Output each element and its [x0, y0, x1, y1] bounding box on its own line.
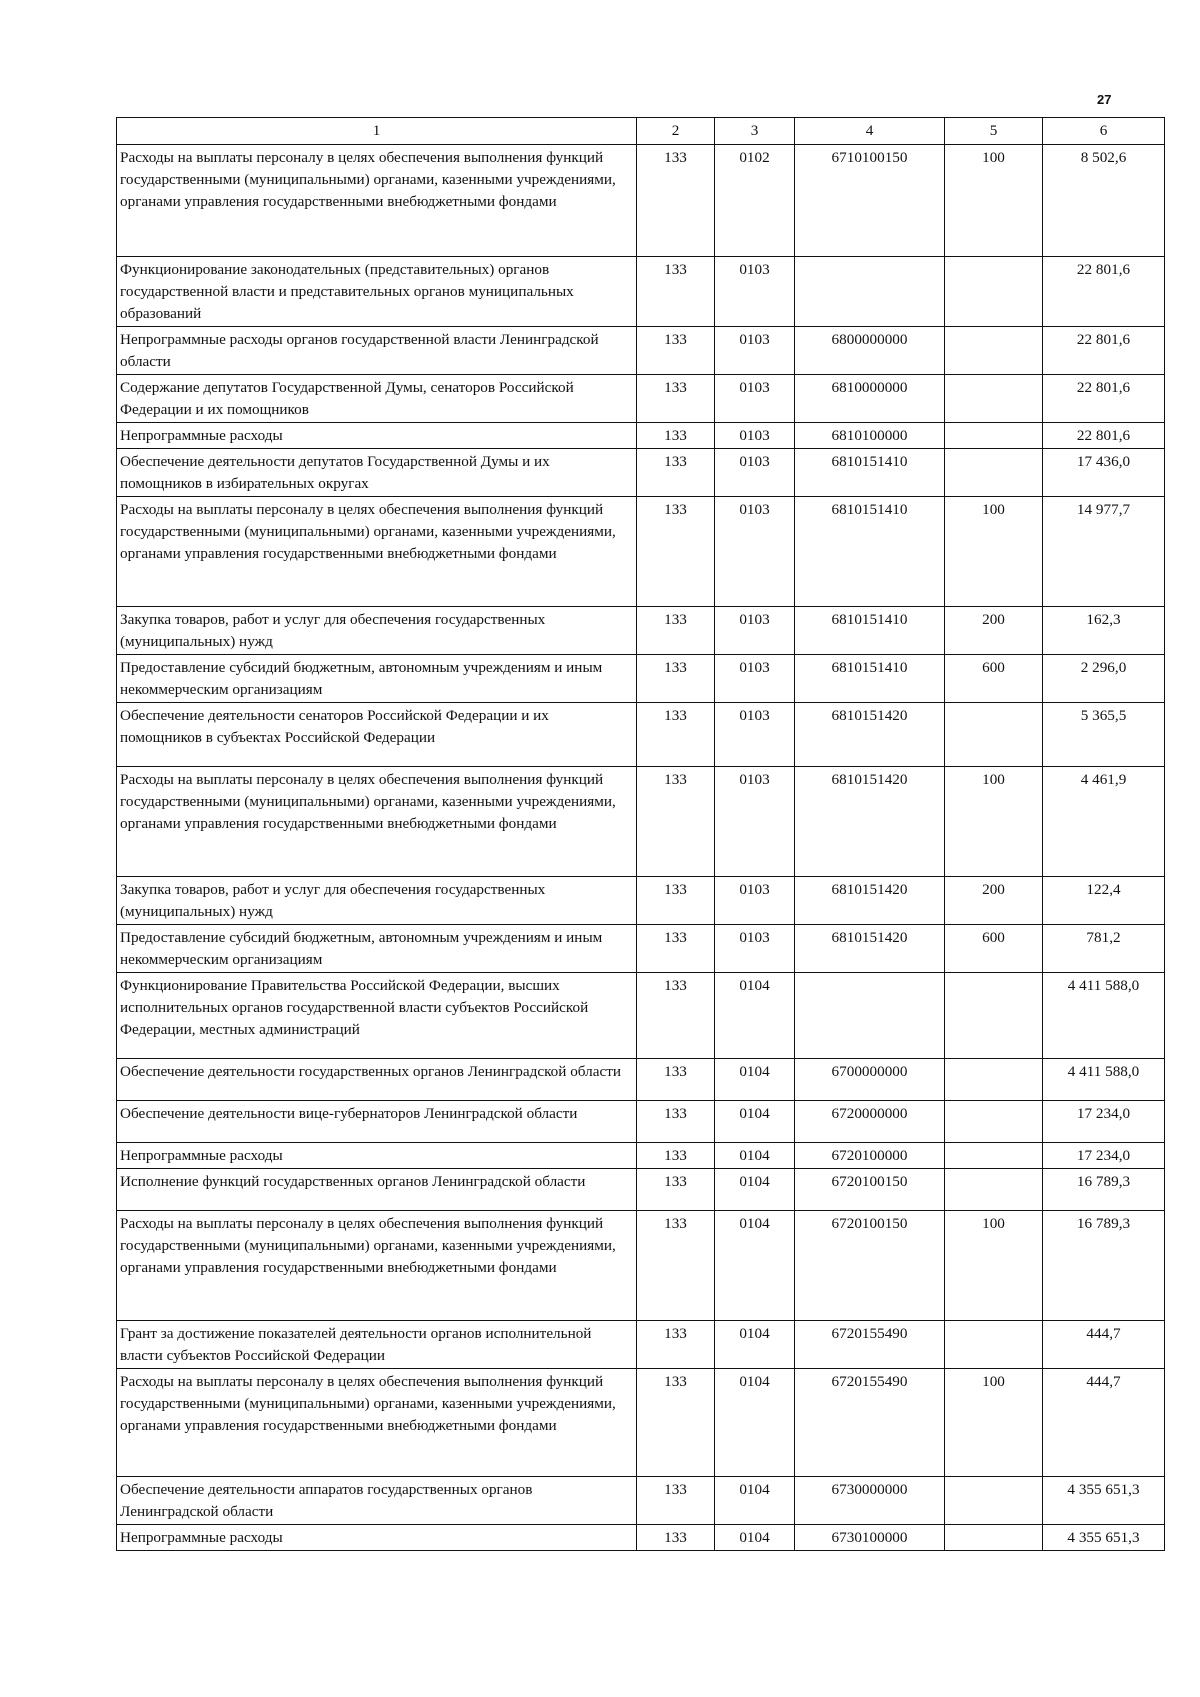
row-ved-cell: 133: [637, 1143, 715, 1169]
row-ved-cell: 133: [637, 449, 715, 497]
row-vr-cell: [945, 1169, 1043, 1211]
row-csr-cell: 6700000000: [795, 1059, 945, 1101]
row-sum-cell: 16 789,3: [1043, 1211, 1165, 1321]
row-sum-cell: 5 365,5: [1043, 703, 1165, 767]
table-row: [117, 1143, 1165, 1169]
row-sum-cell: 14 977,7: [1043, 497, 1165, 607]
row-vr-cell: 100: [945, 145, 1043, 257]
row-name-cell: Расходы на выплаты персоналу в целях обеспечения выполнения функций государственными (муниципальными) органами, казенными учреждениями, органами управления государственными внебюджетными фондами: [117, 497, 637, 607]
table-row: [117, 703, 1165, 767]
row-ved-cell: 133: [637, 1169, 715, 1211]
row-ved-cell: 133: [637, 375, 715, 423]
table-row: [117, 877, 1165, 925]
row-csr-cell: 6720100150: [795, 1211, 945, 1321]
row-name-cell: Обеспечение деятельности государственных органов Ленинградской области: [117, 1059, 637, 1101]
row-name-cell: Функционирование Правительства Российской Федерации, высших исполнительных органов государственной власти субъектов Российской Федерации, местных администраций: [117, 973, 637, 1059]
row-vr-cell: 100: [945, 1369, 1043, 1477]
row-razdel-cell: 0104: [715, 1169, 795, 1211]
row-ved-cell: 133: [637, 327, 715, 375]
table-row: [117, 423, 1165, 449]
row-name-cell: Расходы на выплаты персоналу в целях обеспечения выполнения функций государственными (муниципальными) органами, казенными учреждениями, органами управления государственными внебюджетными фондами: [117, 145, 637, 257]
row-vr-cell: [945, 973, 1043, 1059]
row-name-cell: Расходы на выплаты персоналу в целях обеспечения выполнения функций государственными (муниципальными) органами, казенными учреждениями, органами управления государственными внебюджетными фондами: [117, 1211, 637, 1321]
row-csr-cell: 6810151420: [795, 877, 945, 925]
row-csr-cell: 6730000000: [795, 1477, 945, 1525]
row-csr-cell: 6730100000: [795, 1525, 945, 1551]
row-name-cell: Предоставление субсидий бюджетным, автономным учреждениям и иным некоммерческим организациям: [117, 655, 637, 703]
row-sum-cell: 22 801,6: [1043, 423, 1165, 449]
row-vr-cell: 100: [945, 767, 1043, 877]
row-name-cell: Закупка товаров, работ и услуг для обеспечения государственных (муниципальных) нужд: [117, 607, 637, 655]
row-ved-cell: 133: [637, 423, 715, 449]
table-row: [117, 1169, 1165, 1211]
row-name-cell: Предоставление субсидий бюджетным, автономным учреждениям и иным некоммерческим организациям: [117, 925, 637, 973]
row-vr-cell: [945, 1477, 1043, 1525]
row-razdel-cell: 0104: [715, 1143, 795, 1169]
row-vr-cell: [945, 375, 1043, 423]
row-name-cell: Грант за достижение показателей деятельности органов исполнительной власти субъектов Российской Федерации: [117, 1321, 637, 1369]
table-header: [117, 118, 1165, 145]
table-row: [117, 497, 1165, 607]
header-col-5: 5: [945, 118, 1043, 145]
row-ved-cell: 133: [637, 655, 715, 703]
row-csr-cell: 6810100000: [795, 423, 945, 449]
table-row: [117, 1101, 1165, 1143]
header-col-3: 3: [715, 118, 795, 145]
row-csr-cell: [795, 257, 945, 327]
row-ved-cell: 133: [637, 925, 715, 973]
row-razdel-cell: 0102: [715, 145, 795, 257]
table-body: [117, 145, 1165, 1551]
row-sum-cell: 22 801,6: [1043, 327, 1165, 375]
row-sum-cell: 444,7: [1043, 1321, 1165, 1369]
row-ved-cell: 133: [637, 1101, 715, 1143]
row-razdel-cell: 0103: [715, 497, 795, 607]
row-csr-cell: 6720155490: [795, 1369, 945, 1477]
row-razdel-cell: 0103: [715, 375, 795, 423]
row-sum-cell: 16 789,3: [1043, 1169, 1165, 1211]
row-sum-cell: 122,4: [1043, 877, 1165, 925]
row-csr-cell: 6810151420: [795, 767, 945, 877]
row-csr-cell: 6810151410: [795, 449, 945, 497]
row-razdel-cell: 0103: [715, 257, 795, 327]
budget-table: [116, 117, 1165, 1551]
row-vr-cell: [945, 1059, 1043, 1101]
table-row: [117, 1321, 1165, 1369]
table-row: [117, 925, 1165, 973]
row-razdel-cell: 0104: [715, 1321, 795, 1369]
row-sum-cell: 4 411 588,0: [1043, 1059, 1165, 1101]
row-ved-cell: 133: [637, 607, 715, 655]
row-vr-cell: [945, 257, 1043, 327]
table-row: [117, 1369, 1165, 1477]
row-sum-cell: 162,3: [1043, 607, 1165, 655]
row-vr-cell: 200: [945, 607, 1043, 655]
row-razdel-cell: 0104: [715, 1211, 795, 1321]
row-name-cell: Расходы на выплаты персоналу в целях обеспечения выполнения функций государственными (муниципальными) органами, казенными учреждениями, органами управления государственными внебюджетными фондами: [117, 767, 637, 877]
row-razdel-cell: 0103: [715, 877, 795, 925]
row-sum-cell: 8 502,6: [1043, 145, 1165, 257]
row-csr-cell: 6810000000: [795, 375, 945, 423]
row-razdel-cell: 0103: [715, 925, 795, 973]
row-ved-cell: 133: [637, 497, 715, 607]
row-sum-cell: 4 355 651,3: [1043, 1525, 1165, 1551]
row-razdel-cell: 0103: [715, 449, 795, 497]
row-ved-cell: 133: [637, 145, 715, 257]
header-row: [117, 118, 1165, 145]
row-ved-cell: 133: [637, 1059, 715, 1101]
row-name-cell: Обеспечение деятельности аппаратов государственных органов Ленинградской области: [117, 1477, 637, 1525]
header-col-2: 2: [637, 118, 715, 145]
row-razdel-cell: 0103: [715, 607, 795, 655]
row-sum-cell: 4 411 588,0: [1043, 973, 1165, 1059]
header-col-4: 4: [795, 118, 945, 145]
row-vr-cell: 200: [945, 877, 1043, 925]
row-vr-cell: [945, 703, 1043, 767]
row-ved-cell: 133: [637, 767, 715, 877]
row-sum-cell: 444,7: [1043, 1369, 1165, 1477]
row-ved-cell: 133: [637, 973, 715, 1059]
row-sum-cell: 22 801,6: [1043, 375, 1165, 423]
table-row: [117, 257, 1165, 327]
row-csr-cell: 6720000000: [795, 1101, 945, 1143]
row-vr-cell: 600: [945, 655, 1043, 703]
row-name-cell: Непрограммные расходы органов государственной власти Ленинградской области: [117, 327, 637, 375]
row-ved-cell: 133: [637, 1211, 715, 1321]
row-name-cell: Закупка товаров, работ и услуг для обеспечения государственных (муниципальных) нужд: [117, 877, 637, 925]
row-ved-cell: 133: [637, 1321, 715, 1369]
row-ved-cell: 133: [637, 877, 715, 925]
row-razdel-cell: 0104: [715, 1477, 795, 1525]
row-csr-cell: 6810151420: [795, 925, 945, 973]
table-row: [117, 327, 1165, 375]
row-sum-cell: 4 461,9: [1043, 767, 1165, 877]
row-razdel-cell: 0104: [715, 973, 795, 1059]
row-razdel-cell: 0103: [715, 655, 795, 703]
row-ved-cell: 133: [637, 1525, 715, 1551]
row-razdel-cell: 0104: [715, 1525, 795, 1551]
row-sum-cell: 2 296,0: [1043, 655, 1165, 703]
table-row: [117, 375, 1165, 423]
row-name-cell: Расходы на выплаты персоналу в целях обеспечения выполнения функций государственными (муниципальными) органами, казенными учреждениями, органами управления государственными внебюджетными фондами: [117, 1369, 637, 1477]
row-razdel-cell: 0103: [715, 423, 795, 449]
row-razdel-cell: 0104: [715, 1101, 795, 1143]
row-vr-cell: [945, 327, 1043, 375]
table-row: [117, 767, 1165, 877]
row-vr-cell: [945, 1101, 1043, 1143]
row-sum-cell: 4 355 651,3: [1043, 1477, 1165, 1525]
row-ved-cell: 133: [637, 257, 715, 327]
table-row: [117, 1211, 1165, 1321]
row-sum-cell: 22 801,6: [1043, 257, 1165, 327]
table-row: [117, 1477, 1165, 1525]
row-vr-cell: 100: [945, 1211, 1043, 1321]
row-name-cell: Непрограммные расходы: [117, 423, 637, 449]
table-row: [117, 973, 1165, 1059]
row-csr-cell: 6800000000: [795, 327, 945, 375]
row-ved-cell: 133: [637, 1369, 715, 1477]
row-sum-cell: 17 234,0: [1043, 1101, 1165, 1143]
row-name-cell: Непрограммные расходы: [117, 1525, 637, 1551]
row-csr-cell: 6720100000: [795, 1143, 945, 1169]
table-row: [117, 1059, 1165, 1101]
table-row: [117, 145, 1165, 257]
row-vr-cell: [945, 449, 1043, 497]
row-csr-cell: 6810151410: [795, 655, 945, 703]
row-vr-cell: [945, 1143, 1043, 1169]
row-vr-cell: 600: [945, 925, 1043, 973]
row-csr-cell: 6710100150: [795, 145, 945, 257]
row-razdel-cell: 0103: [715, 327, 795, 375]
row-csr-cell: 6720100150: [795, 1169, 945, 1211]
row-vr-cell: [945, 423, 1043, 449]
table-row: [117, 607, 1165, 655]
row-vr-cell: 100: [945, 497, 1043, 607]
row-csr-cell: [795, 973, 945, 1059]
row-name-cell: Исполнение функций государственных органов Ленинградской области: [117, 1169, 637, 1211]
row-csr-cell: 6810151420: [795, 703, 945, 767]
row-name-cell: Содержание депутатов Государственной Думы, сенаторов Российской Федерации и их помощников: [117, 375, 637, 423]
row-sum-cell: 781,2: [1043, 925, 1165, 973]
row-ved-cell: 133: [637, 1477, 715, 1525]
row-csr-cell: 6810151410: [795, 607, 945, 655]
header-col-1: 1: [117, 118, 637, 145]
row-name-cell: Непрограммные расходы: [117, 1143, 637, 1169]
row-name-cell: Функционирование законодательных (представительных) органов государственной власти и представительных органов муниципальных образований: [117, 257, 637, 327]
table-row: [117, 1525, 1165, 1551]
row-csr-cell: 6810151410: [795, 497, 945, 607]
row-sum-cell: 17 234,0: [1043, 1143, 1165, 1169]
row-csr-cell: 6720155490: [795, 1321, 945, 1369]
page-number: 27: [1097, 92, 1112, 107]
row-razdel-cell: 0103: [715, 703, 795, 767]
table-row: [117, 449, 1165, 497]
row-name-cell: Обеспечение деятельности сенаторов Российской Федерации и их помощников в субъектах Российской Федерации: [117, 703, 637, 767]
row-sum-cell: 17 436,0: [1043, 449, 1165, 497]
row-name-cell: Обеспечение деятельности депутатов Государственной Думы и их помощников в избирательных округах: [117, 449, 637, 497]
row-razdel-cell: 0104: [715, 1369, 795, 1477]
row-vr-cell: [945, 1321, 1043, 1369]
header-col-6: 6: [1043, 118, 1165, 145]
row-razdel-cell: 0103: [715, 767, 795, 877]
row-vr-cell: [945, 1525, 1043, 1551]
table-row: [117, 655, 1165, 703]
row-name-cell: Обеспечение деятельности вице-губернаторов Ленинградской области: [117, 1101, 637, 1143]
row-ved-cell: 133: [637, 703, 715, 767]
row-razdel-cell: 0104: [715, 1059, 795, 1101]
